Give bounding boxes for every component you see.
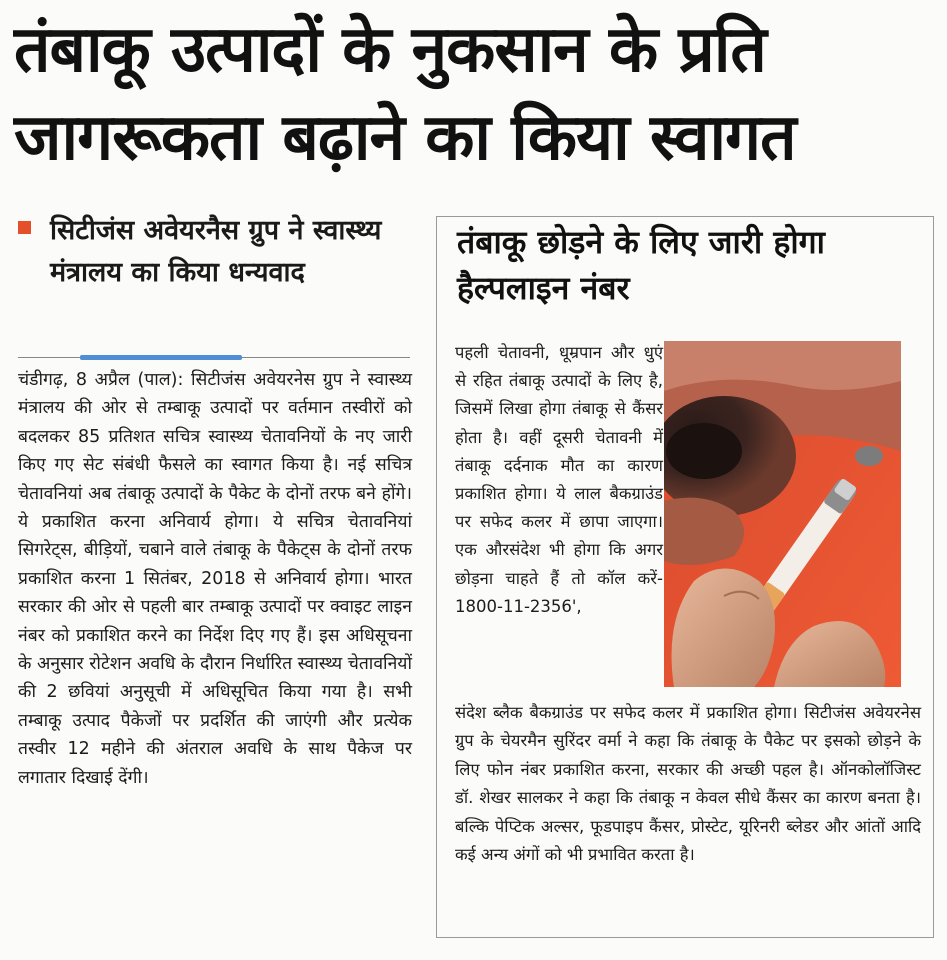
- cigarette-photo: [664, 341, 901, 687]
- accent-rule: [80, 355, 242, 360]
- article-body: चंडीगढ़, 8 अप्रैल (पाल): सिटीजंस अवेयरनेस ग्रुप ने स्वास्थ्य मंत्रालय की ओर से तम्बाकू उत्पादों पर वर्तमान तस्वीरों को बदलकर 85 प्रतिशत सचित्र स्वास्थ्य चेतावनियों के नए जारी किए गए सेट संबंधी फैसले का स्वागत किया है। नई सचित्र चेतावनियां अब तंबाकू उत्पादों के पैकेट के दोनों तरफ बने होंगे। ये प्रकाशित करना अनिवार्य होगा। ये सचित्र चेतावनियां सिगरेट्स, बीड़ियों, चबाने वाले तंबाकू के पैकेट्स के दोनों तरफ प्रकाशित करना 1 सितंबर, 2018 से अनिवार्य होगा। भारत सरकार की ओर से पहली बार तम्बाकू उत्पादों पर क्वाइट लाइन नंबर को प्रकाशित करने का निर्देश दिए गए हैं। इस अधिसूचना के अनुसार रोटेशन अवधि के दौरान निर्धारित स्वास्थ्य चेतावनियों की 2 छवियां अनुसूची में अधिसूचित किया गया है। सभी तम्बाकू उत्पाद पैकेजों पर प्रदर्शित की जाएंगी और प्रत्येक तस्वीर 12 महीने की अंतराल अवधि के साथ पैकेज पर लगातार दिखाई देंगी।: [18, 370, 412, 788]
- headline: तंबाकू उत्पादों के नुकसान के प्रति जागरूकता बढ़ाने का किया स्वागत: [14, 13, 796, 175]
- sidebar-column-text: पहली चेतावनी, धूम्रपान और धुएं से रहित तंबाकू उत्पादों के लिए है, जिसमें लिखा होगा तंबाकू से कैंसर होता है। वहीं दूसरी चेतावनी में तंबाकू दर्दनाक मौत का कारण प्रकाशित होगा। ये लाल बैकग्राउंड पर सफेद कलर में छापा जाएगा। एक औरसंदेश भी होगा कि अगर छोड़ना चाहते हैं तो कॉल करें- 1800-11-2356',: [455, 343, 663, 616]
- subheadline: सिटीजंस अवेयरनैस ग्रुप ने स्वास्थ्य मंत्रालय का किया धन्यवाद: [50, 215, 382, 288]
- sidebar-bottom-text: संदेश ब्लैक बैकग्राउंड पर सफेद कलर में प्रकाशित होगा। सिटीजंस अवेयरनेस ग्रुप के चेयरमैन सुरिंदर वर्मा ने कहा कि तंबाकू के पैकेट पर इसको छोड़ने के लिए फोन नंबर प्रकाशित करना, सरकार की अच्छी पहल है। ऑनकोलॉजिस्ट डॉ. शेखर सालकर ने कहा कि तंबाकू न केवल सीधे कैंसर का कारण बनता है। बल्कि पेप्टिक अल्सर, फूडपाइप कैंसर, प्रोस्टेट, यूरिनरी ब्लेडर और आंतों आदि कई अन्य अंगों को भी प्रभावित करता है।: [455, 703, 921, 865]
- cigarette-image: [664, 341, 901, 687]
- sidebar-box: [436, 216, 934, 938]
- subheadline-block: [18, 210, 418, 294]
- sidebar-title: तंबाकू छोड़ने के लिए जारी होगा हैल्पलाइन नंबर: [457, 223, 825, 307]
- square-bullet-icon: [18, 221, 31, 234]
